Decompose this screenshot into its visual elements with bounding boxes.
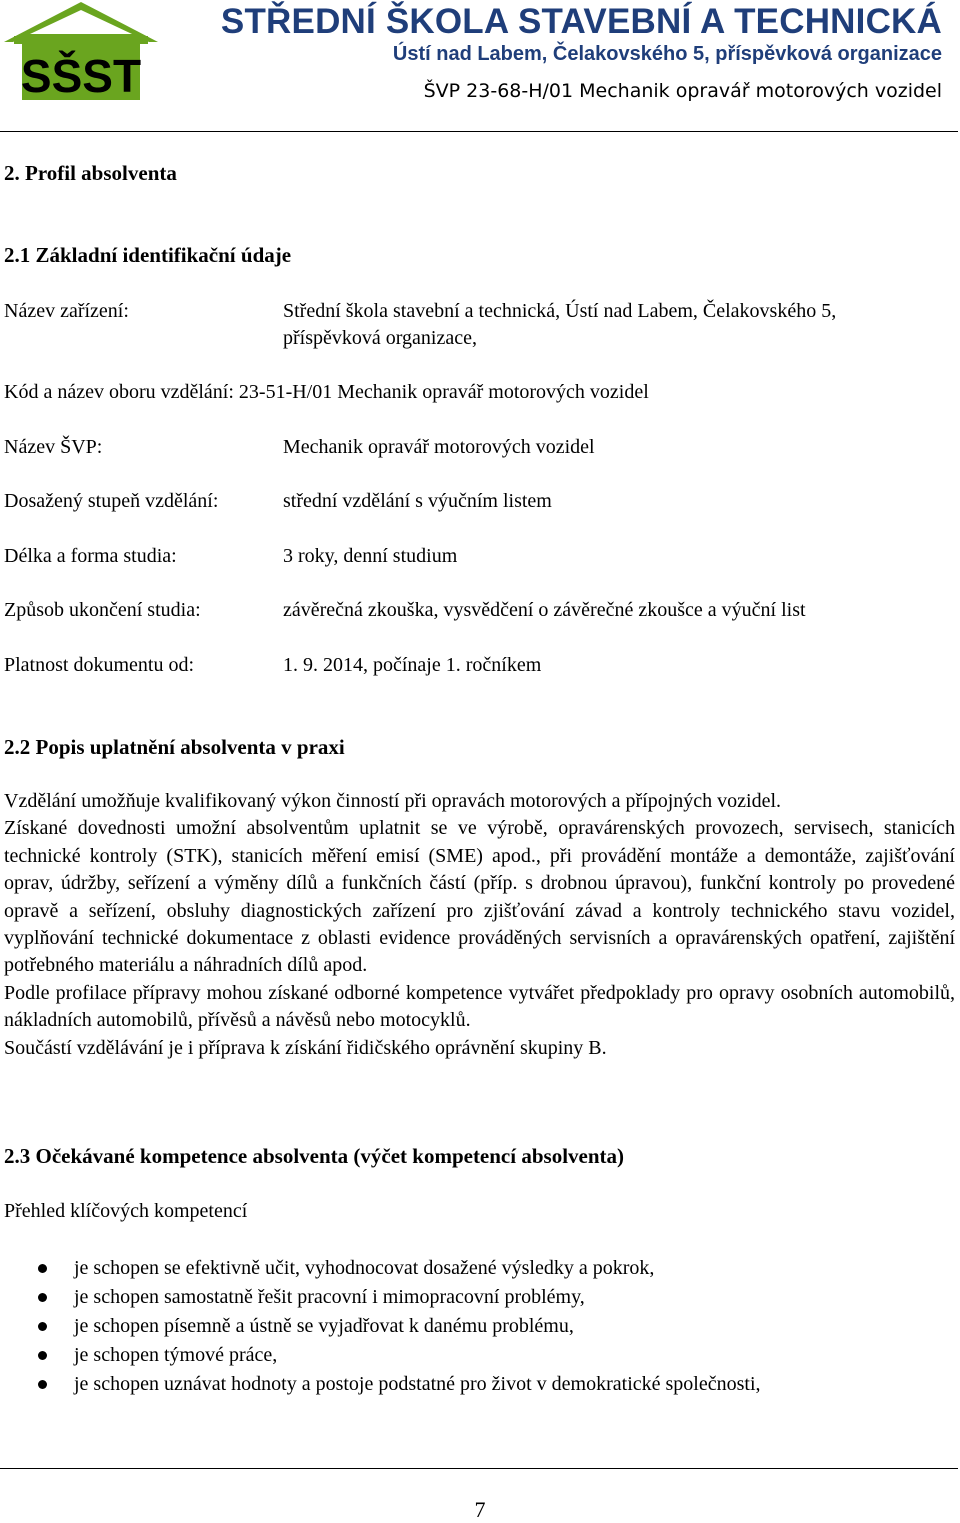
school-address: Ústí nad Labem, Čelakovského 5, příspěvková organizace (392, 43, 942, 65)
facility-value-line2: příspěvková organizace, (283, 327, 477, 349)
facility-value-line1: Střední škola stavební a technická, Ústí nad Labem, Čelakovského 5, (283, 300, 837, 322)
logo-text: SŠST (20, 50, 142, 102)
validity-label: Platnost dokumentu od: (4, 654, 194, 676)
section-2-1-heading: 2.1 Základní identifikační údaje (4, 243, 292, 267)
paragraph: Vzdělání umožňuje kvalifikovaný výkon činností při opravách motorových a přípojných vozidel. (4, 790, 782, 812)
header-divider (0, 131, 958, 132)
section-2-2-body (4, 788, 955, 1062)
paragraph: Podle profilace přípravy mohou získané odborné kompetence vytvářet předpoklady pro opravy osobních automobilů, nákladních automobilů, přívěsů a návěsů nebo motocyklů. (4, 981, 955, 1032)
facility-label: Název zařízení: (4, 300, 129, 322)
bullet-icon (38, 1322, 47, 1331)
section-2-heading: 2. Profil absolventa (4, 161, 177, 185)
bullet-icon (38, 1264, 47, 1273)
section-2-2-heading: 2.2 Popis uplatnění absolventa v praxi (4, 735, 345, 759)
svp-name-value: Mechanik opravář motorových vozidel (283, 436, 595, 458)
paragraph: Získané dovednosti umožní absolventům uplatnit se ve výrobě, opravárenských provozech, servisech, stanicích technické kontroly (STK), stanicích měření emisí (SME) apod., při provádění montáže a demontáže, zajišťování oprav, údržby, seřízení a výměny dílů a funkčních částí (příp. s drobnou úpravou), funkční kontroly po provedené opravě a seřízení, obsluhy diagnostických zařízení pro zjišťování závad a kontroly technického stavu vozidel, vyplňování technické dokumentace z oblasti evidence prováděných servisních a opravárenských opatření, zajištění potřebného materiálu a náhradních dílů apod. (4, 817, 955, 977)
key-competences-subheading: Přehled klíčových kompetencí (4, 1200, 248, 1222)
bullet-icon (38, 1380, 47, 1389)
section-2-3-heading: 2.3 Očekávané kompetence absolventa (výčet kompetencí absolventa) (4, 1144, 625, 1168)
completion-label: Způsob ukončení studia: (4, 599, 201, 621)
page-header (0, 0, 960, 134)
svp-title: ŠVP 23-68-H/01 Mechanik opravář motorových vozidel (423, 80, 942, 102)
footer-divider (0, 1468, 958, 1469)
bullet-icon (38, 1293, 47, 1302)
completion-value: závěrečná zkouška, vysvědčení o závěrečné zkoušce a výuční list (283, 599, 806, 621)
bullet-icon (38, 1351, 47, 1360)
school-logo-image (4, 2, 158, 102)
paragraph: Součástí vzdělávání je i příprava k získání řidičského oprávnění skupiny B. (4, 1036, 607, 1059)
page-number: 7 (474, 1497, 486, 1522)
education-level-value: střední vzdělání s výučním listem (283, 490, 552, 512)
school-name: STŘEDNÍ ŠKOLA STAVEBNÍ A TECHNICKÁ (220, 2, 942, 41)
education-level-label: Dosažený stupeň vzdělání: (4, 490, 219, 512)
school-logo (4, 2, 158, 102)
svp-name-label: Název ŠVP: (4, 436, 103, 458)
study-length-label: Délka a forma studia: (4, 545, 177, 567)
study-length-value: 3 roky, denní studium (283, 545, 458, 567)
validity-value: 1. 9. 2014, počínaje 1. ročníkem (283, 654, 542, 676)
field-of-study: Kód a název oboru vzdělání: 23-51-H/01 Mechanik opravář motorových vozidel (4, 381, 649, 403)
